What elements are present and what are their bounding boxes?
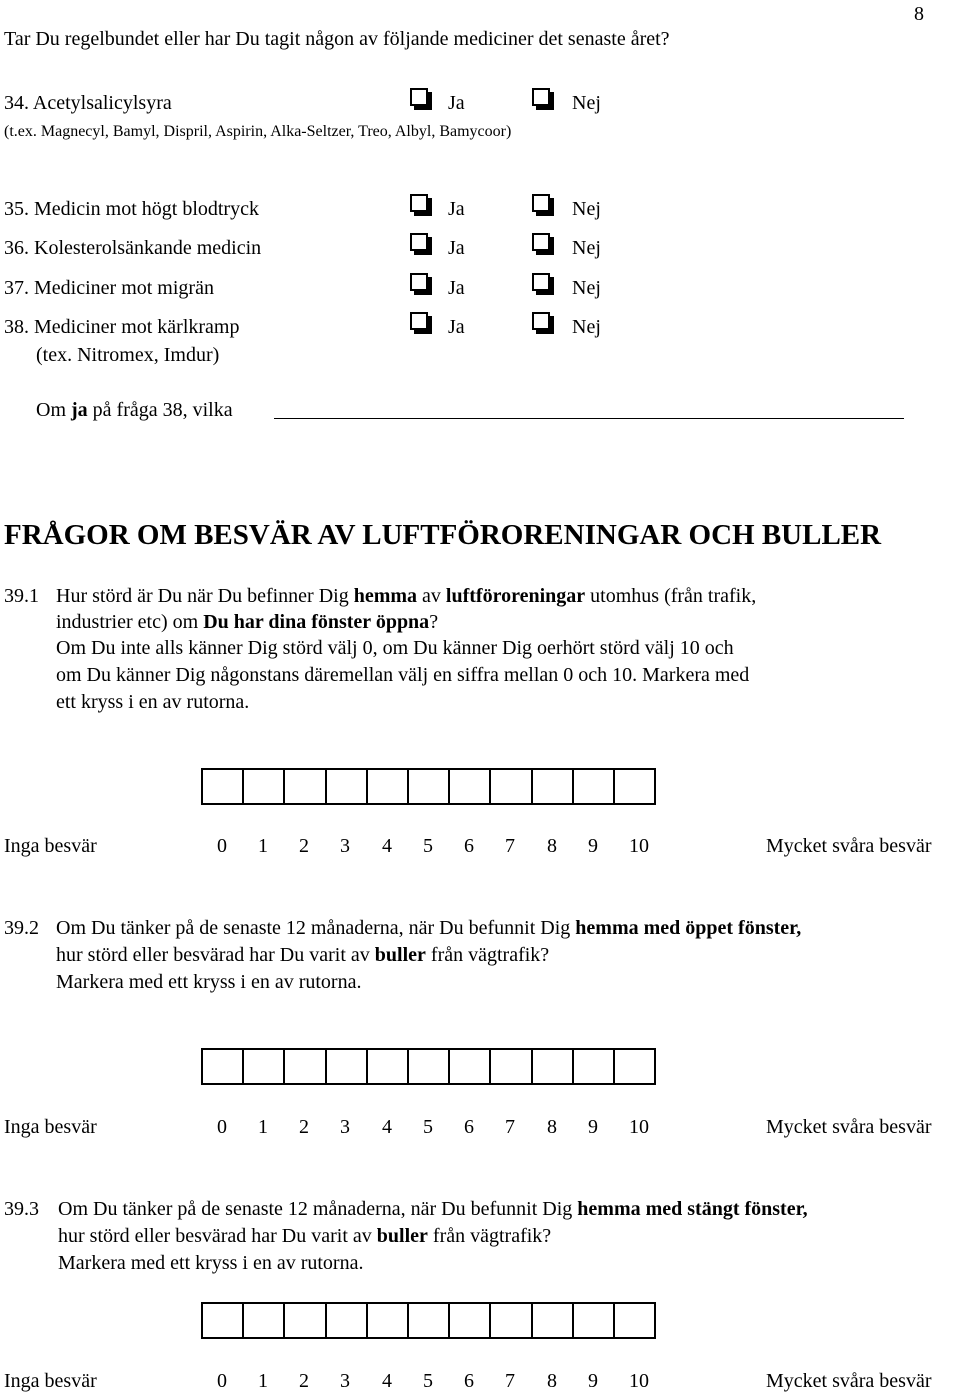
q39-2-number: 39.2	[4, 917, 39, 939]
scale-number: 4	[382, 1370, 392, 1392]
q39-1-text: utomhus (från trafik,	[585, 585, 757, 607]
scale-number: 8	[547, 835, 557, 857]
q34-no-checkbox[interactable]	[532, 88, 550, 106]
q39-2-rating-box-10[interactable]	[615, 1050, 654, 1083]
scale-number: 0	[217, 835, 227, 857]
q39-2-rating-box-2[interactable]	[285, 1050, 326, 1083]
q34-yes-label: Ja	[448, 92, 465, 114]
scale-number: 5	[423, 835, 433, 857]
q39-2-text: hur störd eller besvärad har Du varit av	[56, 944, 375, 966]
q38-note: (tex. Nitromex, Imdur)	[36, 344, 220, 366]
q36-yes-label: Ja	[448, 237, 465, 259]
q38-label: 38. Mediciner mot kärlkramp	[4, 316, 240, 338]
scale-number: 4	[382, 835, 392, 857]
q35-yes-label: Ja	[448, 198, 465, 220]
scale-number: 6	[464, 1370, 474, 1392]
scale-number: 6	[464, 835, 474, 857]
scale-number: 10	[629, 1116, 649, 1138]
q39-3-rating-box-7[interactable]	[491, 1304, 532, 1337]
q35-yes-checkbox[interactable]	[410, 194, 428, 212]
q39-2-rating-box-9[interactable]	[574, 1050, 615, 1083]
q37-yes-label: Ja	[448, 277, 465, 299]
q39-2-emph: hemma med öppet fönster,	[575, 917, 802, 939]
scale-number: 1	[258, 1370, 268, 1392]
q39-1-rating-box-7[interactable]	[491, 770, 532, 803]
q39-1-rating-box-0[interactable]	[203, 770, 244, 803]
q36-no-label: Nej	[572, 237, 601, 259]
q38-no-label: Nej	[572, 316, 601, 338]
q37-yes-checkbox[interactable]	[410, 273, 428, 291]
scale-number: 3	[340, 1370, 350, 1392]
scale-number: 3	[340, 835, 350, 857]
q39-3-rating-grid	[201, 1302, 656, 1339]
followup-pre: Om	[36, 399, 71, 421]
scale-number: 7	[505, 835, 515, 857]
q39-3-emph: buller	[376, 1225, 428, 1247]
q39-3-line-2	[58, 1226, 551, 1246]
q39-1-line-2	[56, 612, 438, 632]
q34-note: (t.ex. Magnecyl, Bamyl, Dispril, Aspirin, Alka-Seltzer, Treo, Albyl, Bamycoor)	[4, 123, 512, 140]
scale-number: 0	[217, 1116, 227, 1138]
q39-3-rating-box-2[interactable]	[285, 1304, 326, 1337]
scale-number: 8	[547, 1370, 557, 1392]
q39-3-line-3: Markera med ett kryss i en av rutorna.	[58, 1252, 364, 1274]
q39-2-rating-grid	[201, 1048, 656, 1085]
q39-1-rating-box-5[interactable]	[409, 770, 450, 803]
scale-number: 2	[299, 835, 309, 857]
q39-1-rating-box-9[interactable]	[574, 770, 615, 803]
q39-3-text: från vägtrafik?	[427, 1225, 552, 1247]
scale-number: 1	[258, 1116, 268, 1138]
scale-number: 1	[258, 835, 268, 857]
q39-3-number: 39.3	[4, 1198, 39, 1220]
page-number: 8	[914, 3, 924, 25]
medication-intro: Tar Du regelbundet eller har Du tagit någon av följande mediciner det senaste året?	[4, 28, 670, 50]
scale-number: 6	[464, 1116, 474, 1138]
q39-1-rating-grid	[201, 768, 656, 805]
scale-number: 9	[588, 1370, 598, 1392]
scale-number: 10	[629, 835, 649, 857]
q39-3-rating-box-9[interactable]	[574, 1304, 615, 1337]
q39-3-rating-box-8[interactable]	[533, 1304, 574, 1337]
q39-3-rating-box-1[interactable]	[244, 1304, 285, 1337]
q39-1-line-3: Om Du inte alls känner Dig störd välj 0, om Du känner Dig oerhört störd välj 10 och	[56, 637, 734, 659]
q37-no-label: Nej	[572, 277, 601, 299]
scale-number: 0	[217, 1370, 227, 1392]
q39-1-emph: hemma	[353, 585, 418, 607]
q39-2-rating-box-0[interactable]	[203, 1050, 244, 1083]
scale-number: 10	[629, 1370, 649, 1392]
q39-1-line-4: om Du känner Dig någonstans däremellan välj en siffra mellan 0 och 10. Markera med	[56, 664, 750, 686]
scale-number: 9	[588, 1116, 598, 1138]
followup-bold: ja	[71, 399, 88, 421]
q39-1-rating-box-3[interactable]	[327, 770, 368, 803]
q39-2-emph: buller	[374, 944, 426, 966]
q39-3-scale-low: Inga besvär	[4, 1370, 97, 1392]
q34-no-label: Nej	[572, 92, 601, 114]
q39-3-text: Om Du tänker på de senaste 12 månaderna, när Du befunnit Dig	[58, 1198, 578, 1220]
scale-number: 8	[547, 1116, 557, 1138]
q39-1-scale-high: Mycket svåra besvär	[766, 835, 932, 857]
followup-post: på fråga 38, vilka	[87, 399, 233, 421]
q39-2-rating-box-6[interactable]	[450, 1050, 491, 1083]
q38-followup	[36, 400, 233, 420]
q39-3-scale-high: Mycket svåra besvär	[766, 1370, 932, 1392]
q38-which-input[interactable]	[274, 418, 904, 419]
q39-2-rating-box-5[interactable]	[409, 1050, 450, 1083]
q39-3-rating-box-10[interactable]	[615, 1304, 654, 1337]
q39-2-rating-box-1[interactable]	[244, 1050, 285, 1083]
scale-number: 4	[382, 1116, 392, 1138]
q38-yes-checkbox[interactable]	[410, 312, 428, 330]
q39-3-line-1	[58, 1199, 808, 1219]
q37-label: 37. Mediciner mot migrän	[4, 277, 214, 299]
q34-label: 34. Acetylsalicylsyra	[4, 92, 172, 114]
q39-3-rating-box-5[interactable]	[409, 1304, 450, 1337]
q36-no-checkbox[interactable]	[532, 233, 550, 251]
q36-yes-checkbox[interactable]	[410, 233, 428, 251]
q39-2-rating-box-8[interactable]	[533, 1050, 574, 1083]
q39-1-rating-box-6[interactable]	[450, 770, 491, 803]
scale-number: 2	[299, 1116, 309, 1138]
q39-2-rating-box-3[interactable]	[327, 1050, 368, 1083]
q39-1-text: industrier etc) om	[56, 611, 204, 633]
q39-1-rating-box-2[interactable]	[285, 770, 326, 803]
scale-number: 7	[505, 1116, 515, 1138]
scale-number: 5	[423, 1116, 433, 1138]
q39-2-line-3: Markera med ett kryss i en av rutorna.	[56, 971, 362, 993]
q39-2-text: Om Du tänker på de senaste 12 månaderna, när Du befunnit Dig	[56, 917, 576, 939]
q39-3-rating-box-4[interactable]	[368, 1304, 409, 1337]
q39-1-text: ?	[429, 611, 439, 633]
scale-number: 5	[423, 1370, 433, 1392]
q38-yes-label: Ja	[448, 316, 465, 338]
section-title: FRÅGOR OM BESVÄR AV LUFTFÖRORENINGAR OCH BULLER	[4, 519, 882, 551]
q39-2-rating-box-4[interactable]	[368, 1050, 409, 1083]
q39-2-scale-high: Mycket svåra besvär	[766, 1116, 932, 1138]
q39-1-line-1	[56, 586, 756, 606]
q39-3-text: hur störd eller besvärad har Du varit av	[58, 1225, 377, 1247]
q39-1-text: Hur störd är Du när Du befinner Dig	[56, 585, 354, 607]
scale-number: 9	[588, 835, 598, 857]
scale-number: 2	[299, 1370, 309, 1392]
q35-no-checkbox[interactable]	[532, 194, 550, 212]
q39-3-rating-box-0[interactable]	[203, 1304, 244, 1337]
q39-2-scale-low: Inga besvär	[4, 1116, 97, 1138]
q37-no-checkbox[interactable]	[532, 273, 550, 291]
q35-label: 35. Medicin mot högt blodtryck	[4, 198, 259, 220]
q39-1-rating-box-4[interactable]	[368, 770, 409, 803]
scale-number: 3	[340, 1116, 350, 1138]
q39-3-rating-box-6[interactable]	[450, 1304, 491, 1337]
q39-1-text: av	[417, 585, 446, 607]
q39-2-line-2	[56, 945, 549, 965]
q39-2-line-1	[56, 918, 801, 938]
q39-3-rating-box-3[interactable]	[327, 1304, 368, 1337]
q39-1-emph: Du har dina fönster öppna	[203, 611, 430, 633]
q39-1-number: 39.1	[4, 585, 39, 607]
q39-3-emph: hemma med stängt fönster,	[577, 1198, 808, 1220]
q39-1-emph: luftföroreningar	[445, 585, 586, 607]
q39-1-rating-box-1[interactable]	[244, 770, 285, 803]
q39-1-rating-box-8[interactable]	[533, 770, 574, 803]
q34-yes-checkbox[interactable]	[410, 88, 428, 106]
q39-1-rating-box-10[interactable]	[615, 770, 654, 803]
q39-1-line-5: ett kryss i en av rutorna.	[56, 691, 250, 713]
q38-no-checkbox[interactable]	[532, 312, 550, 330]
q39-2-text: från vägtrafik?	[425, 944, 550, 966]
q36-label: 36. Kolesterolsänkande medicin	[4, 237, 262, 259]
scale-number: 7	[505, 1370, 515, 1392]
q39-2-rating-box-7[interactable]	[491, 1050, 532, 1083]
q35-no-label: Nej	[572, 198, 601, 220]
q39-1-scale-low: Inga besvär	[4, 835, 97, 857]
